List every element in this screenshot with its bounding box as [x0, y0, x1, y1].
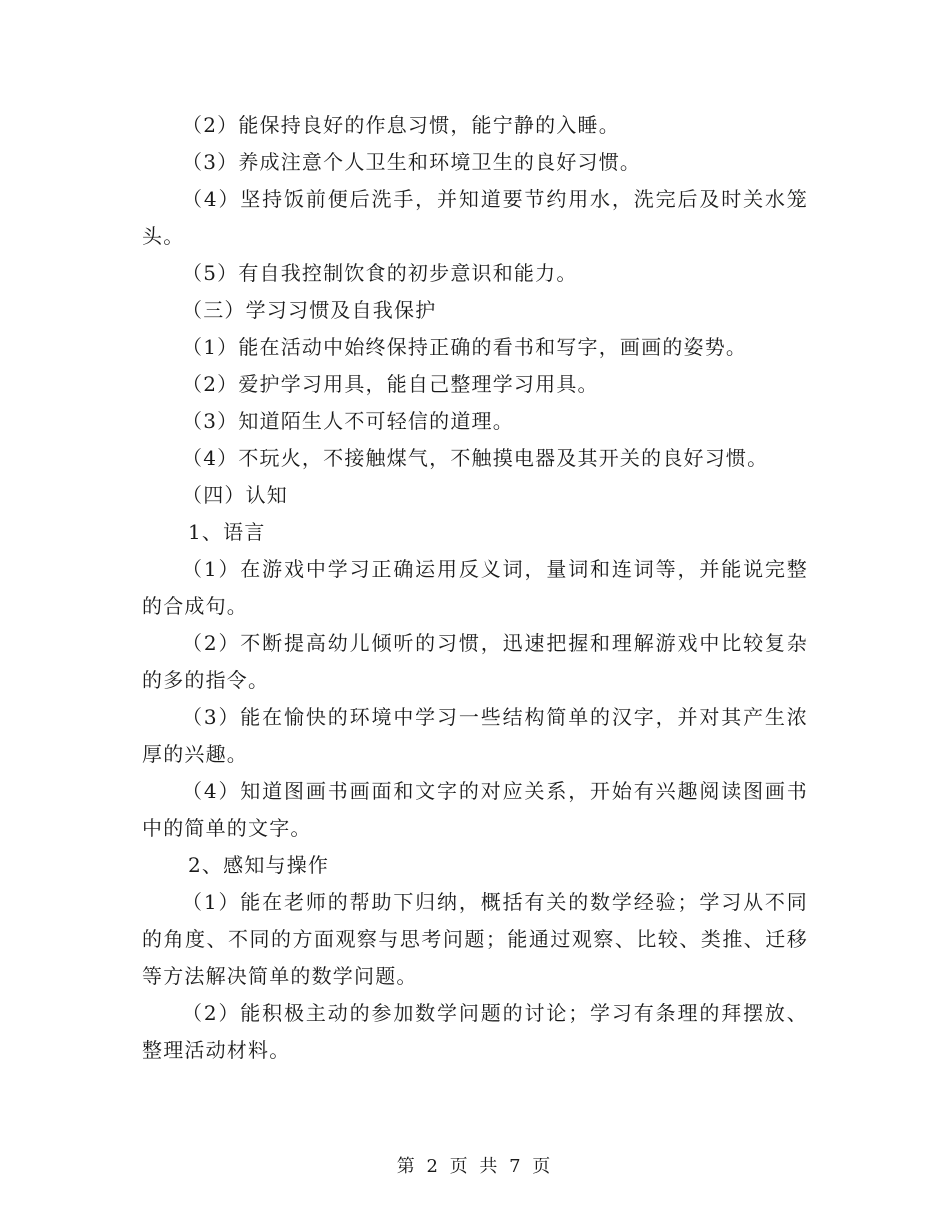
paragraph: （1）能在老师的帮助下归纳，概括有关的数学经验；学习从不同的角度、不同的方面观察与思考问题；能通过观察、比较、类推、迁移等方法解决简单的数学问题。	[142, 890, 808, 988]
page-number-footer: 第 2 页 共 7 页	[396, 1156, 554, 1177]
paragraph: （3）能在愉快的环境中学习一些结构简单的汉字，并对其产生浓厚的兴趣。	[142, 705, 808, 766]
paragraph: （2）能保持良好的作息习惯，能宁静的入睡。	[182, 113, 620, 137]
subsection-heading: 1、语言	[188, 520, 266, 544]
paragraph: （4）坚持饭前便后洗手，并知道要节约用水，洗完后及时关水笼头。	[142, 187, 808, 248]
section-heading: （三）学习习惯及自我保护	[182, 298, 437, 322]
paragraph: （1）在游戏中学习正确运用反义词，量词和连词等，并能说完整的合成句。	[142, 557, 808, 618]
paragraph: （2）不断提高幼儿倾听的习惯，迅速把握和理解游戏中比较复杂的多的指令。	[142, 631, 808, 692]
paragraph: （3）养成注意个人卫生和环境卫生的良好习惯。	[182, 150, 642, 174]
paragraph: （2）能积极主动的参加数学问题的讨论；学习有条理的拜摆放、整理活动材料。	[142, 1001, 808, 1062]
paragraph: （4）不玩火，不接触煤气，不触摸电器及其开关的良好习惯。	[182, 446, 769, 470]
paragraph: （4）知道图画书画面和文字的对应关系，开始有兴趣阅读图画书中的简单的文字。	[142, 779, 808, 840]
document-body	[142, 107, 808, 1069]
section-heading: （四）认知	[182, 483, 288, 507]
paragraph: （1）能在活动中始终保持正确的看书和写字，画画的姿势。	[182, 335, 748, 359]
subsection-heading: 2、感知与操作	[188, 853, 330, 877]
paragraph: （2）爱护学习用具，能自己整理学习用具。	[182, 372, 599, 396]
paragraph: （3）知道陌生人不可轻信的道理。	[182, 409, 514, 433]
paragraph: （5）有自我控制饮食的初步意识和能力。	[182, 261, 578, 285]
